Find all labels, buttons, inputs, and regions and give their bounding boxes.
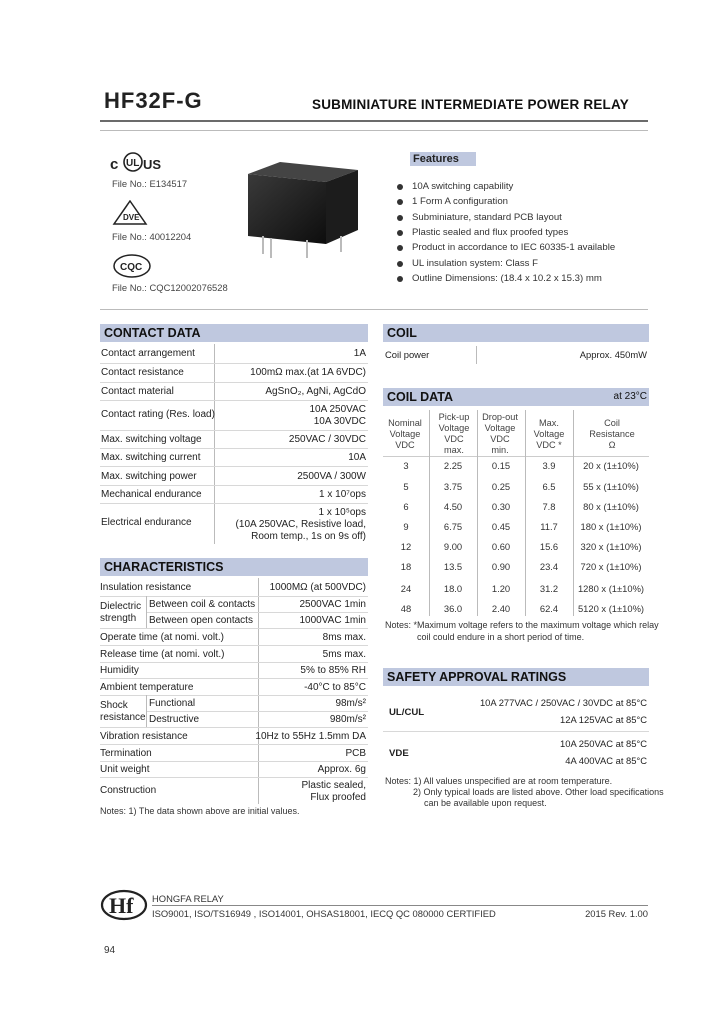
coil-cell: 23.4	[539, 561, 559, 572]
contact-data-header: CONTACT DATA	[100, 324, 368, 342]
safety-notes-3: can be available upon request.	[424, 798, 547, 808]
page-number: 94	[104, 945, 116, 956]
row-label: Contact material	[101, 386, 174, 397]
row-value: (10A 250VAC, Resistive load,	[235, 519, 366, 530]
coil-cell: 0.30	[491, 501, 511, 512]
svg-text:c: c	[110, 156, 119, 173]
vde-logo	[112, 200, 148, 226]
coil-cell: 55 x (1±10%)	[583, 481, 639, 492]
coil-cell: 0.45	[491, 521, 511, 532]
vde-label: VDE	[389, 748, 409, 759]
coil-cell: 20 x (1±10%)	[583, 460, 639, 471]
certifications: ISO9001, ISO/TS16949 , ISO14001, OHSAS18001, IECQ QC 080000 CERTIFIED	[152, 908, 496, 919]
row-value: 10A 250VAC	[309, 404, 366, 415]
coil-power-value: Approx. 450mW	[579, 349, 647, 360]
coil-cell: 15.6	[539, 541, 559, 552]
row-value: 250VAC / 30VDC	[288, 434, 366, 445]
ul-logo	[110, 150, 180, 174]
row-value: 10Hz to 55Hz 1.5mm DA	[255, 731, 366, 742]
footer-rule	[152, 905, 648, 906]
svg-text:UL: UL	[126, 158, 140, 169]
revision: 2015 Rev. 1.00	[585, 908, 648, 919]
svg-text:US: US	[143, 157, 162, 172]
coil-cell: 7.8	[542, 501, 556, 512]
row-label: Insulation resistance	[100, 582, 192, 593]
row-label: Max. switching current	[101, 452, 201, 463]
vde-file-no: File No.: 40012204	[112, 231, 192, 242]
row-value: 1 x 10⁷ops	[319, 489, 366, 500]
row-label: Contact rating (Res. load)	[101, 409, 215, 420]
coil-header: COIL	[383, 324, 649, 342]
coil-cell: 6.75	[443, 521, 463, 532]
row-label: Construction	[100, 785, 157, 796]
svg-text:Hf: Hf	[109, 893, 134, 918]
row-label: Humidity	[100, 665, 139, 676]
row-value: 2500VA / 300W	[297, 471, 366, 482]
row-label: Contact resistance	[101, 367, 184, 378]
row-value: 2500VAC 1min	[299, 599, 366, 610]
coil-cell: 9.00	[443, 541, 463, 552]
row-label: Release time (at nomi. volt.)	[100, 649, 225, 660]
row-value: 5% to 85% RH	[300, 665, 366, 676]
coil-cell: 0.90	[491, 561, 511, 572]
row-label: Ambient temperature	[100, 682, 194, 693]
row-value: 5ms max.	[322, 649, 366, 660]
coil-cell: 6	[403, 501, 409, 512]
cqc-file-no: File No.: CQC12002076528	[112, 282, 228, 293]
coil-th-max: Max. Voltage VDC *	[533, 418, 565, 450]
feature-item: 10A switching capability	[412, 181, 514, 192]
row-value: AgSnO₂, AgNi, AgCdO	[265, 386, 366, 397]
feature-item: UL insulation system: Class F	[412, 258, 539, 269]
row-value: 100mΩ max.(at 1A 6VDC)	[250, 367, 366, 378]
ul-rating-1: 10A 277VAC / 250VAC / 30VDC at 85°C	[479, 697, 647, 708]
coil-cell: 180 x (1±10%)	[580, 521, 642, 532]
ul-rating-2: 12A 125VAC at 85°C	[560, 714, 647, 725]
row-value: 1000MΩ (at 500VDC)	[269, 582, 366, 593]
row-value: 10A 30VDC	[313, 416, 366, 427]
coil-cell: 36.0	[443, 603, 463, 614]
row-label: Unit weight	[100, 764, 150, 775]
coil-cell: 320 x (1±10%)	[580, 541, 642, 552]
ul-file-no: File No.: E134517	[112, 178, 188, 189]
coil-cell: 11.7	[540, 521, 558, 532]
coil-cell: 24	[400, 583, 412, 594]
row-label: Mechanical endurance	[101, 489, 202, 500]
row-value: Plastic sealed,	[301, 780, 366, 791]
coil-cell: 5120 x (1±10%)	[577, 603, 645, 614]
coil-cell: 80 x (1±10%)	[583, 501, 639, 512]
coil-cell: 3	[403, 460, 409, 471]
coil-cell: 2.25	[443, 460, 463, 471]
features-title: Features	[410, 152, 476, 166]
row-sublabel: Between coil & contacts	[149, 599, 256, 610]
row-value: 98m/s²	[335, 698, 366, 709]
characteristics-header: CHARACTERISTICS	[100, 558, 368, 576]
coil-th-resistance: Coil Resistance Ω	[589, 418, 635, 450]
model-title: HF32F-G	[104, 88, 203, 113]
svg-text:DVE: DVE	[123, 213, 140, 222]
row-label: strength	[100, 613, 137, 624]
coil-cell: 13.5	[443, 561, 463, 572]
coil-cell: 18.0	[443, 583, 463, 594]
feature-item: Product in accordance to IEC 60335-1 available	[412, 242, 616, 253]
coil-cell: 2.40	[491, 603, 511, 614]
cqc-logo	[112, 253, 152, 279]
row-value: 1A	[353, 348, 366, 359]
coil-th-dropout: Drop-out Voltage VDC min.	[482, 412, 518, 455]
coil-cell: 4.50	[443, 501, 463, 512]
safety-notes-2: 2) Only typical loads are listed above. Other load specifications	[413, 787, 664, 797]
coil-cell: 62.4	[539, 603, 559, 614]
coil-cell: 0.15	[491, 460, 511, 471]
coil-power-label: Coil power	[385, 349, 430, 360]
row-sublabel: Between open contacts	[149, 615, 253, 626]
safety-header: SAFETY APPROVAL RATINGS	[383, 668, 649, 686]
row-value: 10A	[348, 452, 366, 463]
coil-cell: 12	[400, 541, 412, 552]
coil-cell: 31.2	[539, 583, 559, 594]
vde-rating-1: 10A 250VAC at 85°C	[560, 738, 647, 749]
row-value: Room temp., 1s on 9s off)	[251, 531, 366, 542]
coil-cell: 18	[400, 561, 412, 572]
row-label: Termination	[100, 748, 152, 759]
row-label: Max. switching voltage	[101, 434, 202, 445]
row-value: PCB	[345, 748, 366, 759]
row-value: 1 x 10⁵ops	[318, 507, 366, 518]
safety-table	[383, 690, 649, 772]
coil-data-header	[383, 388, 649, 406]
coil-data-temp: at 23°C	[613, 391, 647, 402]
row-label: Dielectric	[100, 601, 142, 612]
coil-cell: 48	[400, 603, 412, 614]
vde-rating-2: 4A 400VAC at 85°C	[565, 755, 647, 766]
feature-item: Plastic sealed and flux proofed types	[412, 227, 569, 238]
feature-item: Outline Dimensions: (18.4 x 10.2 x 15.3) mm	[412, 273, 602, 284]
coil-cell: 3.9	[542, 460, 556, 471]
hongfa-logo	[100, 889, 148, 921]
row-value: -40°C to 85°C	[304, 682, 366, 693]
coil-th-pickup: Pick-up Voltage VDC max.	[438, 412, 470, 455]
row-label: Electrical endurance	[101, 517, 192, 528]
coil-cell: 0.25	[491, 481, 511, 492]
row-value: Approx. 6g	[317, 764, 366, 775]
row-value: 1000VAC 1min	[299, 615, 366, 626]
coil-power-row	[383, 344, 649, 366]
row-label: Max. switching power	[101, 471, 197, 482]
row-sublabel: Destructive	[149, 714, 200, 725]
ul-label: UL/CUL	[389, 707, 425, 718]
coil-data-table	[383, 408, 649, 618]
coil-cell: 6.5	[542, 481, 556, 492]
row-value: 8ms max.	[322, 632, 366, 643]
characteristics-table	[100, 578, 368, 804]
safety-notes-1: Notes: 1) All values unspecified are at room temperature.	[385, 776, 613, 786]
row-value: 980m/s²	[329, 714, 366, 725]
company-name: HONGFA RELAY	[152, 893, 224, 904]
coil-notes-2: coil could endure in a short period of time.	[417, 632, 585, 642]
characteristics-notes: Notes: 1) The data shown above are initial values.	[100, 806, 300, 816]
coil-notes-1: Notes: *Maximum voltage refers to the maximum voltage which relay	[385, 620, 659, 630]
product-subtitle: SUBMINIATURE INTERMEDIATE POWER RELAY	[312, 97, 629, 112]
svg-text:CQC: CQC	[120, 262, 143, 273]
feature-item: 1 Form A configuration	[412, 196, 508, 207]
coil-cell: 1280 x (1±10%)	[577, 583, 645, 594]
coil-cell: 0.60	[491, 541, 511, 552]
row-label: Contact arrangement	[101, 348, 195, 359]
coil-cell: 720 x (1±10%)	[580, 561, 642, 572]
row-label: Vibration resistance	[100, 731, 188, 742]
row-label: Shock	[100, 700, 128, 711]
coil-th-nominal: Nominal Voltage VDC	[388, 418, 422, 450]
row-sublabel: Functional	[149, 698, 196, 709]
coil-cell: 5	[403, 481, 409, 492]
coil-cell: 9	[403, 521, 409, 532]
relay-image	[240, 160, 370, 270]
row-value: Flux proofed	[310, 792, 366, 803]
row-label: Operate time (at nomi. volt.)	[100, 632, 224, 643]
contact-data-table	[100, 344, 368, 544]
row-label: resistance	[100, 712, 146, 723]
coil-cell: 1.20	[491, 583, 511, 594]
coil-cell: 3.75	[443, 481, 463, 492]
feature-item: Subminiature, standard PCB layout	[412, 212, 562, 223]
coil-data-title: COIL DATA	[387, 390, 453, 404]
